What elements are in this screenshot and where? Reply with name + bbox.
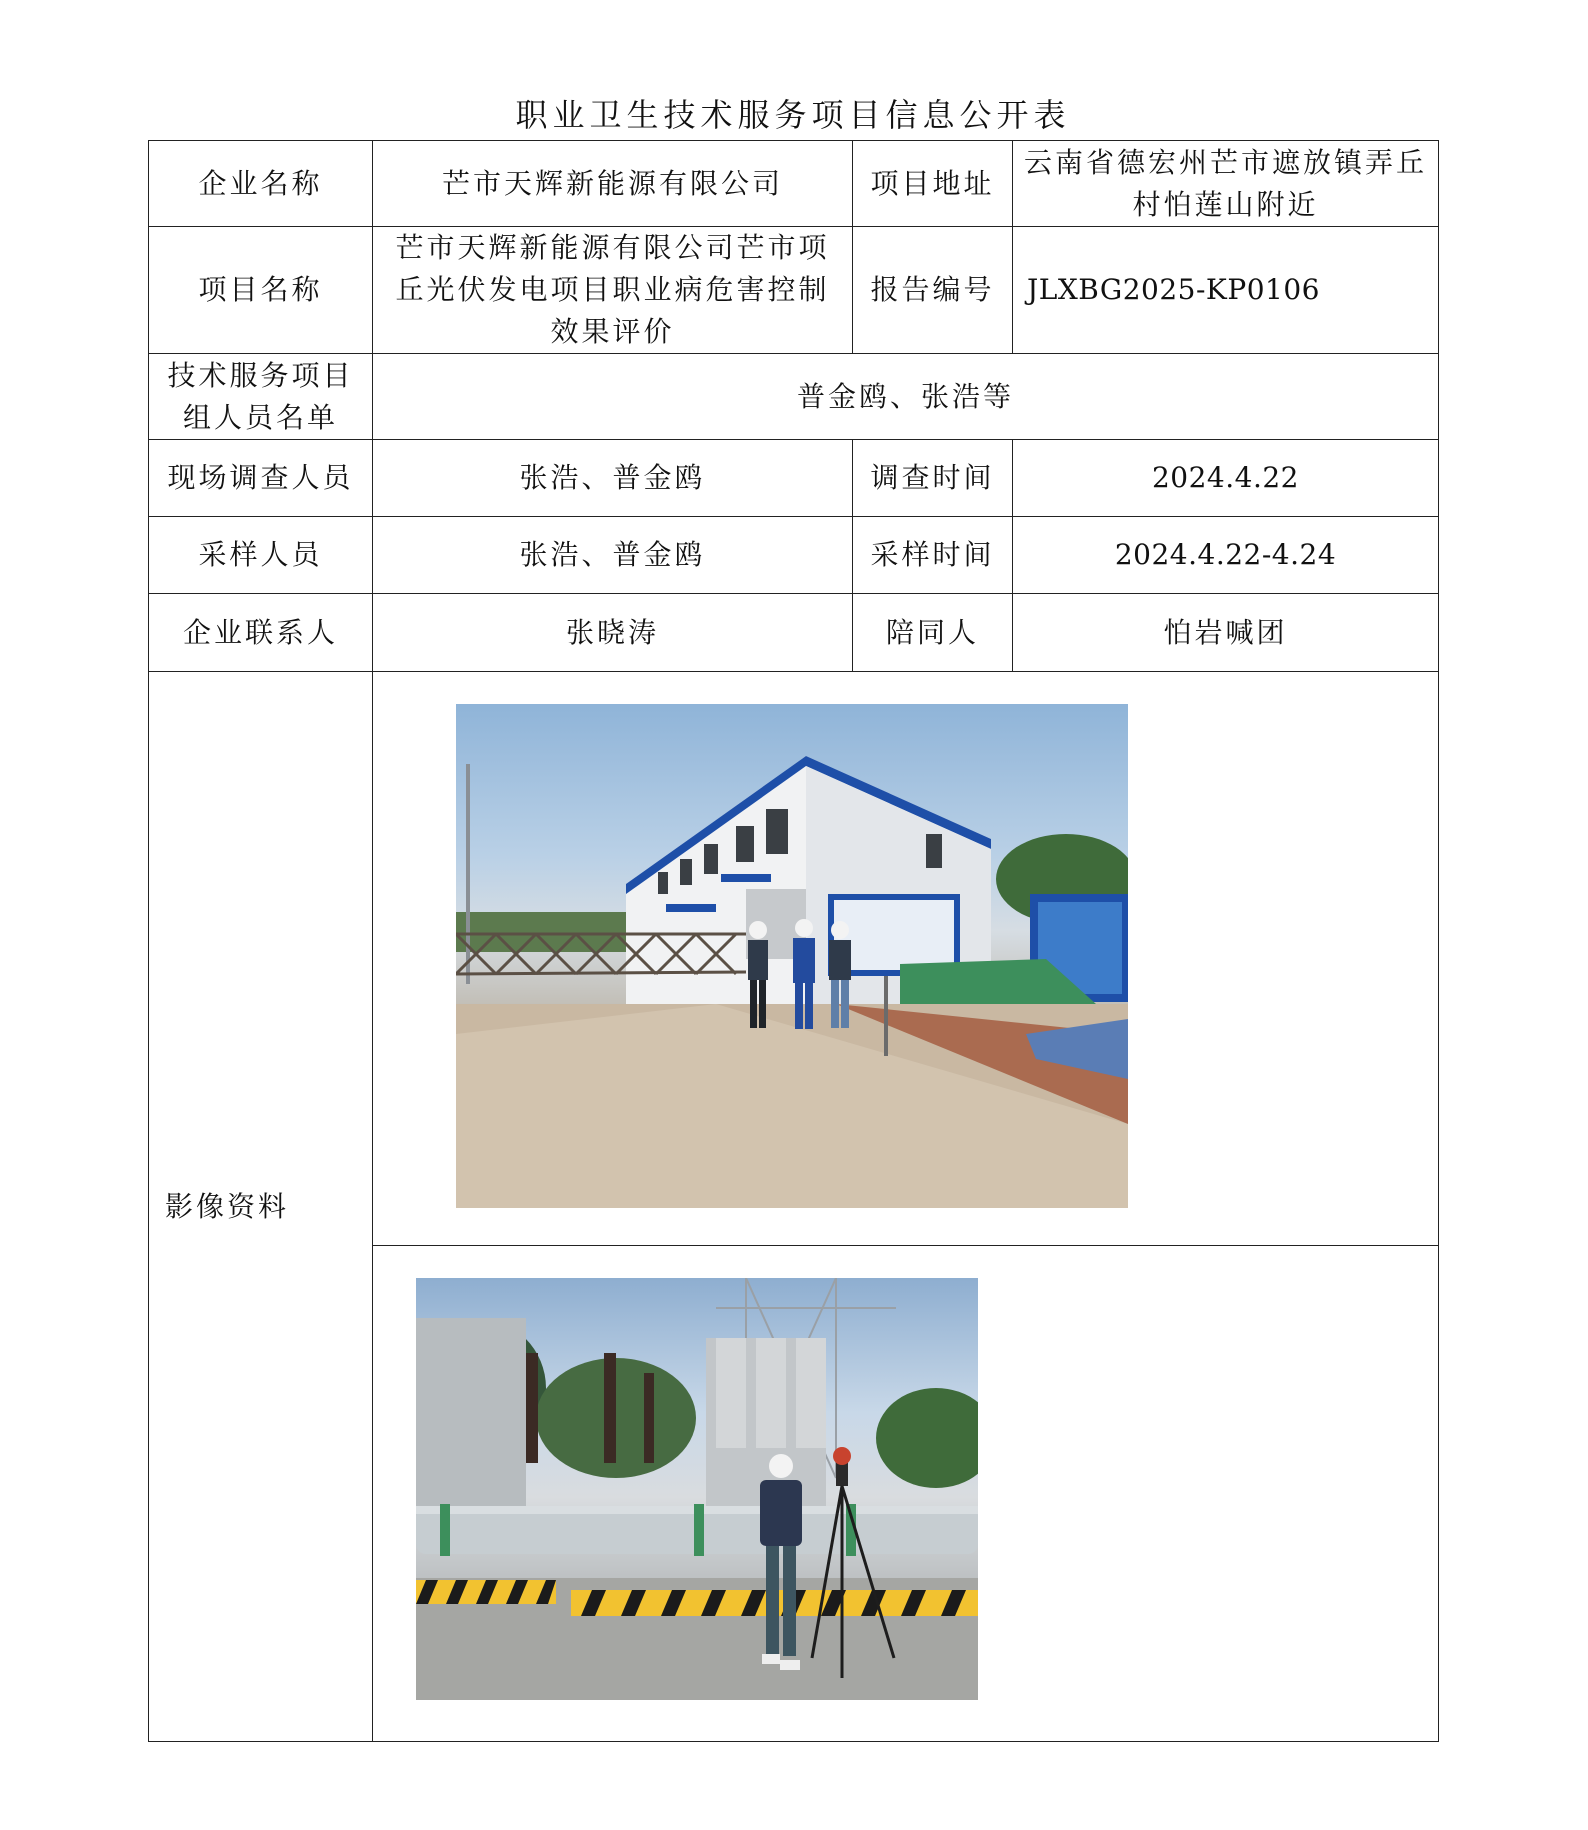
address-value: 云南省德宏州芒市遮放镇弄丘村怕莲山附近 <box>1013 141 1439 227</box>
contact-value: 张晓涛 <box>373 594 853 672</box>
survey-time-value: 2024.4.22 <box>1013 440 1439 517</box>
table-row <box>149 517 1439 594</box>
table-row <box>149 141 1439 227</box>
escort-value: 怕岩喊团 <box>1013 594 1439 672</box>
site-photo-substation <box>416 1278 978 1700</box>
report-label: 报告编号 <box>853 227 1013 354</box>
building-scene-graphic <box>456 704 1128 1208</box>
project-label: 项目名称 <box>149 227 373 354</box>
survey-people-value: 张浩、普金鸥 <box>373 440 853 517</box>
sampling-time-value: 2024.4.22-4.24 <box>1013 517 1439 594</box>
substation-scene-graphic <box>416 1278 978 1700</box>
address-label: 项目地址 <box>853 141 1013 227</box>
survey-time-label: 调查时间 <box>853 440 1013 517</box>
page-title: 职业卫生技术服务项目信息公开表 <box>515 96 1071 134</box>
company-label: 企业名称 <box>149 141 373 227</box>
team-value: 普金鸥、张浩等 <box>373 354 1439 440</box>
report-value: JLXBG2025-KP0106 <box>1013 227 1439 354</box>
sampling-time-label: 采样时间 <box>853 517 1013 594</box>
contact-label: 企业联系人 <box>149 594 373 672</box>
sampling-people-label: 采样人员 <box>149 517 373 594</box>
sampling-people-value: 张浩、普金鸥 <box>373 517 853 594</box>
survey-people-label: 现场调查人员 <box>149 440 373 517</box>
table-row <box>149 594 1439 672</box>
images-label: 影像资料 <box>149 672 373 1742</box>
project-value: 芒市天辉新能源有限公司芒市项丘光伏发电项目职业病危害控制效果评价 <box>373 227 853 354</box>
table-row <box>149 227 1439 354</box>
team-label: 技术服务项目组人员名单 <box>149 354 373 440</box>
table-row <box>149 440 1439 517</box>
table-row <box>149 354 1439 440</box>
company-value: 芒市天辉新能源有限公司 <box>373 141 853 227</box>
escort-label: 陪同人 <box>853 594 1013 672</box>
site-photo-building <box>456 704 1128 1208</box>
